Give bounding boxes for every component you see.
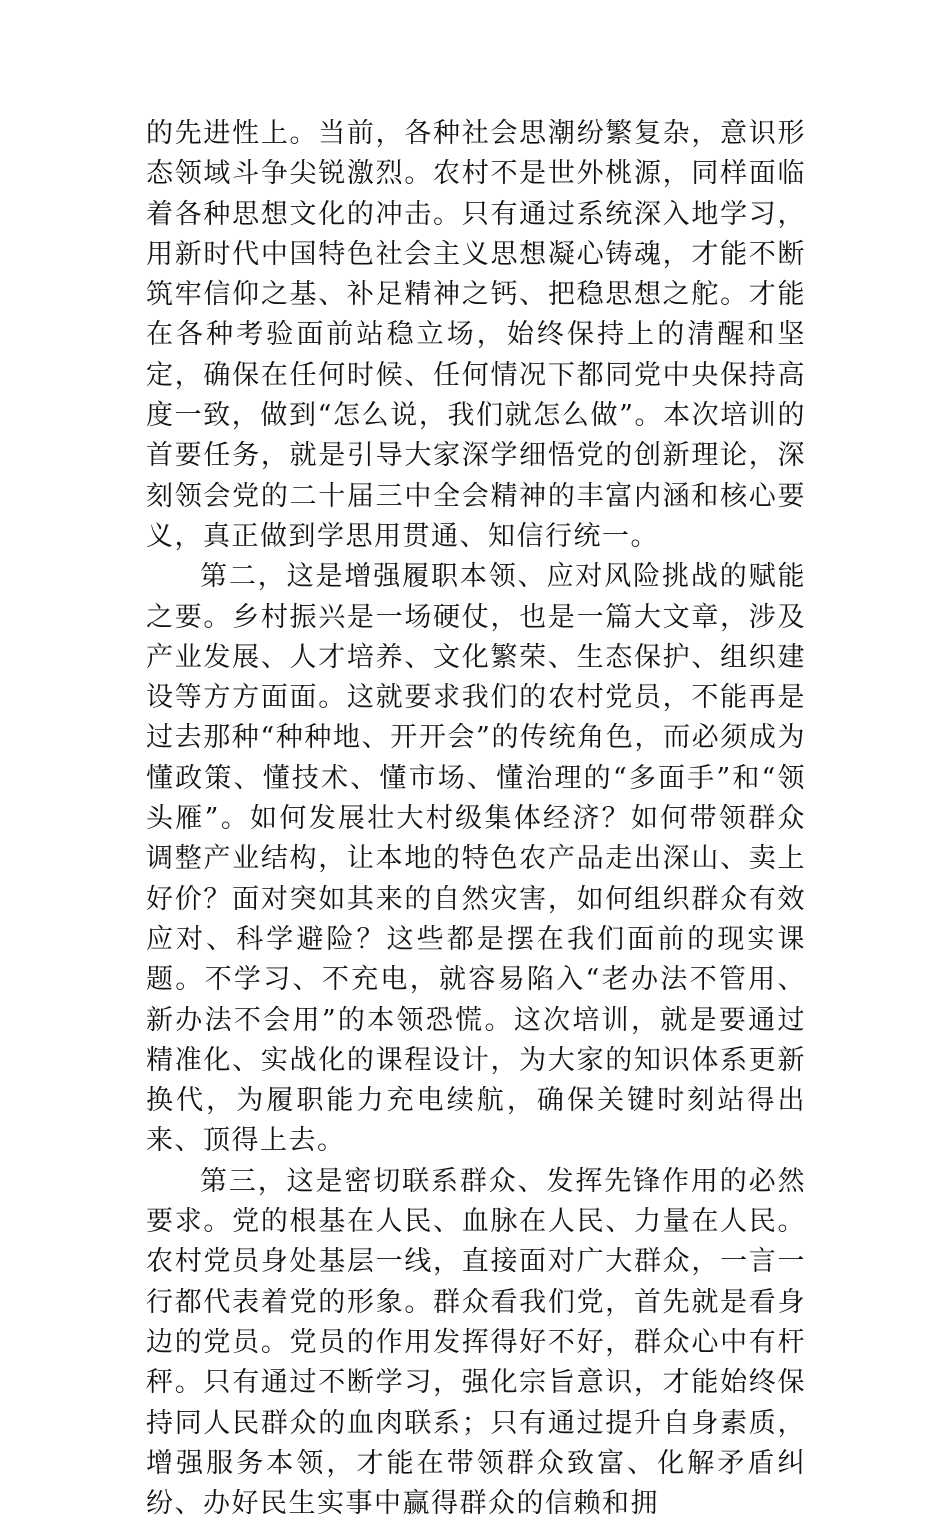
paragraph-3: 第三，这是密切联系群众、发挥先锋作用的必然要求。党的根基在人民、血脉在人民、力量在人民。农村党员身处基层一线，直接面对广大群众，一言一行都代表着党的形象。群众看我们党，首先就是看身边的党员。党员的作用发挥得好不好，群众心中有杆秤。只有通过不断学习，强化宗旨意识，才能始终保持同人民群众的血肉联系；只有通过提升自身素质，增强服务本领，才能在带领群众致富、化解矛盾纠纷、办好民生实事中赢得群众的信赖和拥 <box>146 1165 806 1520</box>
paragraph-2: 第二，这是增强履职本领、应对风险挑战的赋能之要。乡村振兴是一场硬仗，也是一篇大文章，涉及产业发展、人才培养、文化繁荣、生态保护、组织建设等方方面面。这就要求我们的农村党员，不能再是过去那种“种种地、开开会”的传统角色，而必须成为懂政策、懂技术、懂市场、懂治理的“多面手”和“领头雁”。如何发展壮大村级集体经济？如何带领群众调整产业结构，让本地的特色农产品走出深山、卖上好价？面对突如其来的自然灾害，如何组织群众有效应对、科学避险？这些都是摆在我们面前的现实课题。不学习、不充电，就容易陷入“老办法不管用、新办法不会用”的本领恐慌。这次培训，就是要通过精准化、实战化的课程设计，为大家的知识体系更新换代，为履职能力充电续航，确保关键时刻站得出来、顶得上去。 <box>146 561 806 1157</box>
document-page <box>146 114 806 1524</box>
paragraph-1: 的先进性上。当前，各种社会思潮纷繁复杂，意识形态领域斗争尖锐激烈。农村不是世外桃源，同样面临着各种思想文化的冲击。只有通过系统深入地学习，用新时代中国特色社会主义思想凝心铸魂，才能不断筑牢信仰之基、补足精神之钙、把稳思想之舵。才能在各种考验面前站稳立场，始终保持上的清醒和坚定，确保在任何时候、任何情况下都同党中央保持高度一致，做到“怎么说，我们就怎么做”。本次培训的首要任务，就是引导大家深学细悟党的创新理论，深刻领会党的二十届三中全会精神的丰富内涵和核心要义，真正做到学思用贯通、知信行统一。 <box>146 118 806 552</box>
